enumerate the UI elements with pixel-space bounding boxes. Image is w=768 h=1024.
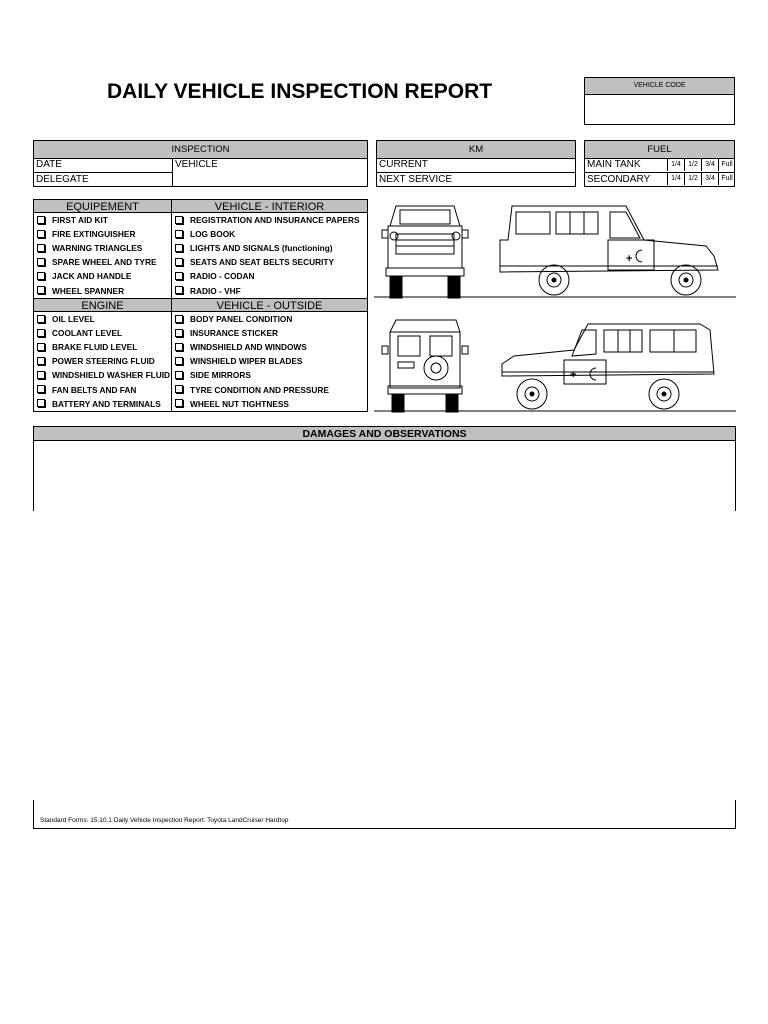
checkbox-icon[interactable] — [175, 230, 183, 238]
equipment-item-0[interactable] — [33, 213, 108, 227]
equipment-header: EQUIPEMENT — [33, 199, 172, 213]
checklist-label: WINDSHIELD AND WINDOWS — [190, 342, 307, 353]
checklist-label: RADIO - CODAN — [190, 271, 255, 282]
interior-item-3[interactable] — [171, 255, 334, 269]
checklist-label: BODY PANEL CONDITION — [190, 314, 293, 324]
equipment-item-3[interactable] — [33, 255, 157, 269]
checklist-label: LIGHTS AND SIGNALS (functioning) — [190, 243, 333, 254]
side-view-left-icon — [502, 324, 714, 409]
outside-header: VEHICLE - OUTSIDE — [171, 298, 368, 312]
equipment-item-2[interactable] — [33, 241, 142, 255]
outside-item-6[interactable] — [171, 397, 289, 411]
checklist-label: LOG BOOK — [190, 229, 236, 240]
checklist-label: REGISTRATION AND INSURANCE PAPERS — [190, 215, 360, 225]
engine-item-4[interactable] — [33, 368, 170, 382]
checkbox-icon[interactable] — [37, 329, 45, 337]
checkbox-icon[interactable] — [37, 272, 45, 280]
checklist-label: WINDSHIELD WASHER FLUID — [52, 370, 170, 381]
checkbox-icon[interactable] — [175, 216, 183, 224]
damages-header: DAMAGES AND OBSERVATIONS — [33, 426, 736, 441]
secondary-quarter[interactable]: 1/4 — [667, 172, 684, 185]
checklist-label: SEATS AND SEAT BELTS SECURITY — [190, 257, 334, 268]
outside-item-1[interactable] — [171, 326, 278, 340]
checkbox-icon[interactable] — [175, 357, 183, 365]
vehicle-field[interactable]: VEHICLE — [175, 159, 218, 170]
checklist-label: WHEEL NUT TIGHTNESS — [190, 398, 289, 409]
checklist-label: RADIO - VHF — [190, 285, 241, 296]
checkbox-icon[interactable] — [37, 286, 45, 294]
side-view-right-icon — [500, 206, 718, 295]
main-tank-half[interactable]: 1/2 — [684, 158, 701, 171]
checklist-label: FAN BELTS AND FAN — [52, 384, 137, 395]
secondary-label: SECONDARY — [587, 174, 651, 185]
outside-item-5[interactable] — [171, 383, 329, 397]
engine-item-5[interactable] — [33, 383, 136, 397]
checkbox-icon[interactable] — [37, 385, 45, 393]
main-tank-full[interactable]: Full — [718, 158, 735, 171]
checkbox-icon[interactable] — [175, 244, 183, 252]
fuel-header: FUEL — [585, 141, 734, 159]
checklist-label: TYRE CONDITION AND PRESSURE — [190, 384, 329, 395]
equipment-item-5[interactable] — [33, 284, 124, 298]
outside-item-2[interactable] — [171, 340, 307, 354]
page-title: DAILY VEHICLE INSPECTION REPORT — [107, 80, 493, 103]
checklist-label: OIL LEVEL — [52, 314, 95, 324]
km-header: KM — [377, 141, 575, 159]
svg-text:+: + — [626, 253, 633, 265]
checkbox-icon[interactable] — [37, 244, 45, 252]
engine-item-2[interactable] — [33, 340, 137, 354]
checklist-label: BRAKE FLUID LEVEL — [52, 342, 138, 353]
next-service-field[interactable]: NEXT SERVICE — [379, 174, 452, 185]
checkbox-icon[interactable] — [37, 399, 45, 407]
date-field[interactable]: DATE — [36, 159, 62, 170]
checkbox-icon[interactable] — [175, 286, 183, 294]
checklist-label: WINSHIELD WIPER BLADES — [190, 356, 303, 367]
secondary-full[interactable]: Full — [718, 172, 735, 185]
checkbox-icon[interactable] — [175, 399, 183, 407]
equipment-item-4[interactable] — [33, 269, 131, 283]
engine-item-3[interactable] — [33, 354, 155, 368]
vehicle-code-box — [584, 77, 735, 125]
interior-item-2[interactable] — [171, 241, 333, 255]
interior-header: VEHICLE - INTERIOR — [171, 199, 368, 213]
checkbox-icon[interactable] — [37, 258, 45, 266]
equipment-item-1[interactable] — [33, 227, 135, 241]
vehicle-code-label: VEHICLE CODE — [585, 78, 734, 95]
checkbox-icon[interactable] — [37, 371, 45, 379]
checklist-label: BATTERY AND TERMINALS — [52, 398, 161, 409]
checkbox-icon[interactable] — [37, 357, 45, 365]
main-tank-label: MAIN TANK — [587, 159, 641, 170]
footer-note: Standard Forms: 15.10.1 Daily Vehicle Inspection Report: Toyota LandCruiser Hardtop — [40, 817, 289, 824]
checkbox-icon[interactable] — [175, 315, 183, 323]
checkbox-icon[interactable] — [175, 343, 183, 351]
checklist-label: POWER STEERING FLUID — [52, 356, 155, 367]
checklist-label: FIRE EXTINGUISHER — [52, 229, 136, 240]
engine-header: ENGINE — [33, 298, 172, 312]
vehicle-code-field[interactable] — [585, 95, 734, 124]
checklist-label: COOLANT LEVEL — [52, 328, 123, 339]
interior-item-0[interactable] — [171, 213, 359, 227]
checklist-label: JACK AND HANDLE — [52, 271, 132, 282]
checkbox-icon[interactable] — [175, 258, 183, 266]
outside-item-0[interactable] — [171, 312, 292, 326]
checkbox-icon[interactable] — [175, 272, 183, 280]
checklist-label: INSURANCE STICKER — [190, 328, 279, 339]
interior-item-5[interactable] — [171, 284, 241, 298]
engine-item-6[interactable] — [33, 397, 161, 411]
delegate-field[interactable]: DELEGATE — [36, 174, 89, 185]
checkbox-icon[interactable] — [37, 315, 45, 323]
inspection-header: INSPECTION — [34, 141, 367, 159]
outside-item-4[interactable] — [171, 368, 251, 382]
checkbox-icon[interactable] — [175, 329, 183, 337]
rear-view-icon — [382, 320, 468, 412]
km-box — [376, 140, 576, 187]
interior-item-4[interactable] — [171, 269, 255, 283]
engine-item-1[interactable] — [33, 326, 122, 340]
interior-item-1[interactable] — [171, 227, 235, 241]
vehicle-diagram — [374, 196, 736, 422]
checklist-label: WHEEL SPANNER — [52, 285, 125, 296]
checklist-label: FIRST AID KIT — [52, 215, 108, 225]
secondary-three-quarter[interactable]: 3/4 — [701, 172, 718, 185]
front-view-icon — [382, 206, 468, 298]
main-tank-quarter[interactable]: 1/4 — [667, 158, 684, 171]
engine-item-0[interactable] — [33, 312, 95, 326]
outside-item-3[interactable] — [171, 354, 302, 368]
current-km-field[interactable]: CURRENT — [379, 159, 428, 170]
main-tank-three-quarter[interactable]: 3/4 — [701, 158, 718, 171]
checklist-label: SPARE WHEEL AND TYRE — [52, 257, 157, 268]
secondary-half[interactable]: 1/2 — [684, 172, 701, 185]
svg-text:+: + — [570, 369, 577, 381]
checklist-label: SIDE MIRRORS — [190, 370, 251, 381]
checklist-label: WARNING TRIANGLES — [52, 243, 143, 254]
damages-area[interactable] — [33, 440, 736, 511]
checkbox-icon[interactable] — [175, 371, 183, 379]
checkbox-icon[interactable] — [37, 343, 45, 351]
checkbox-icon[interactable] — [37, 216, 45, 224]
checkbox-icon[interactable] — [175, 385, 183, 393]
inspection-box — [33, 140, 368, 187]
checkbox-icon[interactable] — [37, 230, 45, 238]
